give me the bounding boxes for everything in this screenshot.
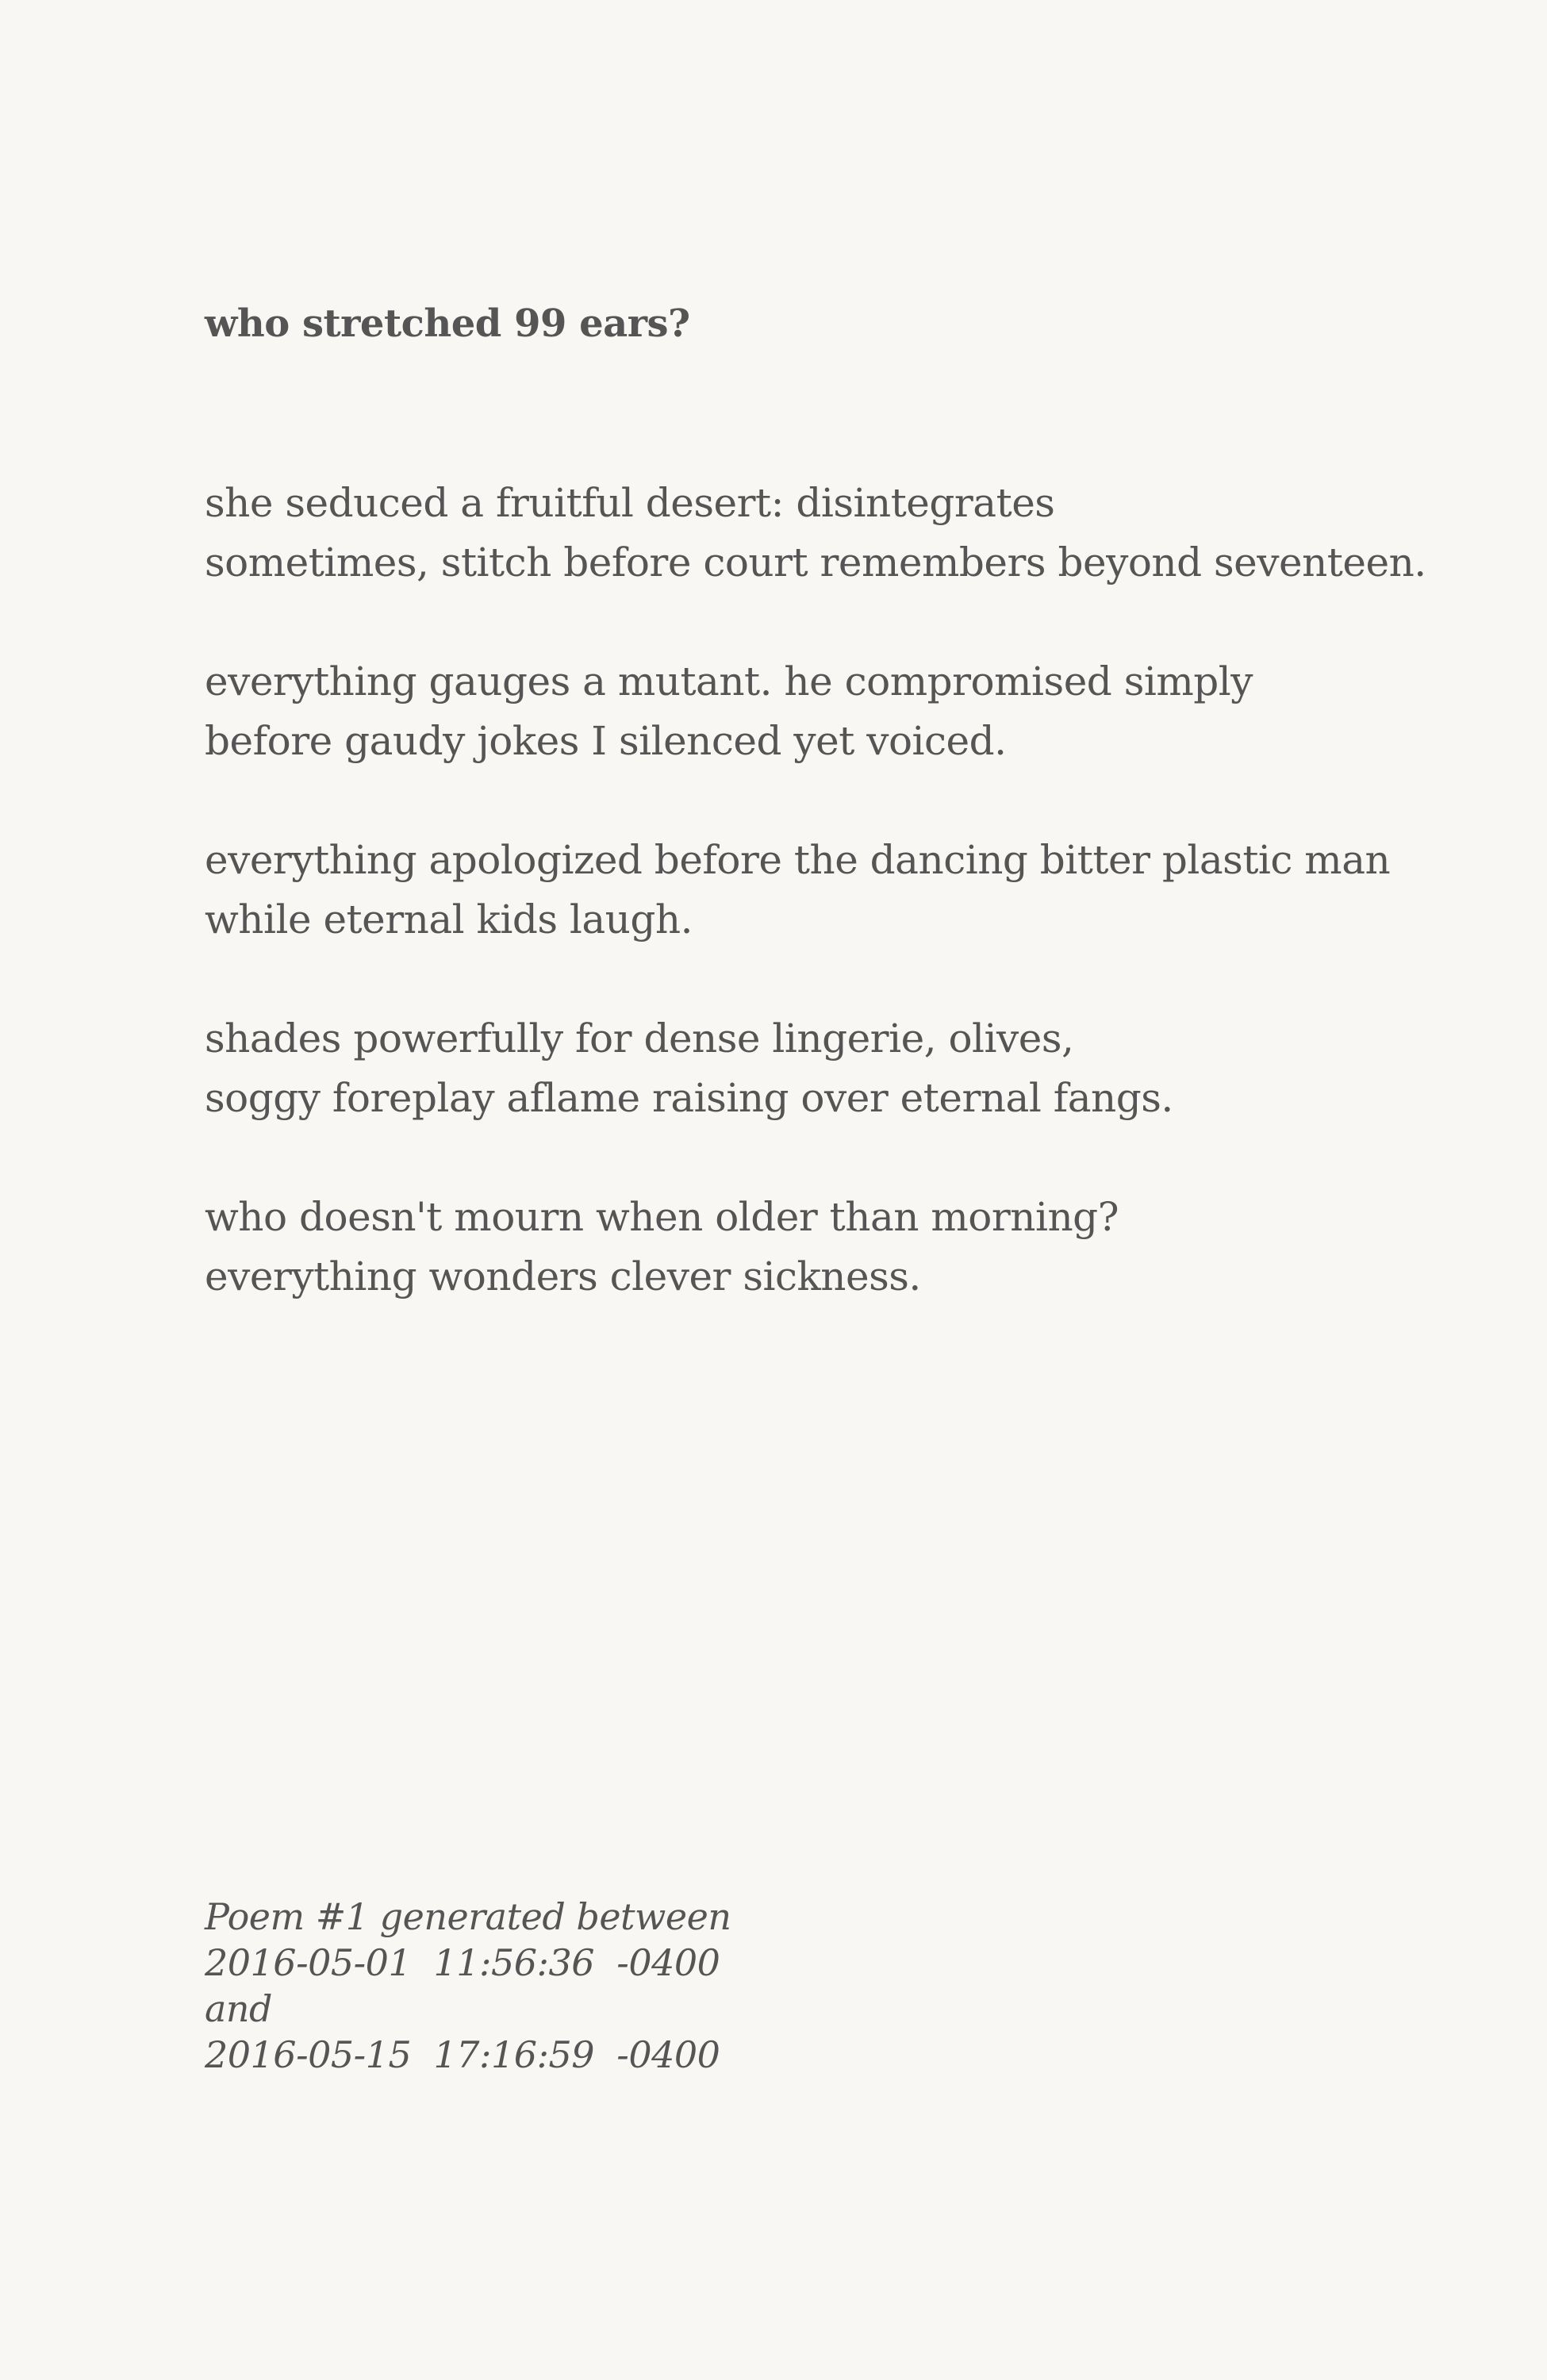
poem-line: she seduced a fruitful desert: disintegrates bbox=[205, 480, 1055, 526]
colophon bbox=[205, 1894, 731, 2078]
poem-line: everything apologized before the dancing bitter plastic man bbox=[205, 837, 1391, 883]
stanza bbox=[205, 1009, 1506, 1128]
stanza bbox=[205, 474, 1506, 593]
poem-line: who doesn't mourn when older than morning? bbox=[205, 1194, 1119, 1240]
stanza bbox=[205, 652, 1506, 771]
poem-title: who stretched 99 ears? bbox=[205, 301, 690, 346]
colophon-intro: Poem #1 generated between bbox=[205, 1895, 731, 1938]
colophon-conjunction: and bbox=[205, 1987, 272, 2030]
poem-body bbox=[205, 474, 1506, 1366]
poem-line: soggy foreplay aflame raising over eternal fangs. bbox=[205, 1075, 1173, 1121]
stanza bbox=[205, 1188, 1506, 1307]
stanza bbox=[205, 831, 1506, 950]
poem-line: before gaudy jokes I silenced yet voiced. bbox=[205, 718, 1007, 764]
poem-line: everything wonders clever sickness. bbox=[205, 1253, 921, 1299]
colophon-start-timestamp: 2016-05-01 11:56:36 -0400 bbox=[205, 1941, 720, 1984]
poem-line: while eternal kids laugh. bbox=[205, 896, 693, 942]
poem-line: shades powerfully for dense lingerie, olives, bbox=[205, 1015, 1074, 1061]
poem-line: sometimes, stitch before court remembers beyond seventeen. bbox=[205, 539, 1426, 585]
poem-line: everything gauges a mutant. he compromised simply bbox=[205, 658, 1253, 704]
colophon-end-timestamp: 2016-05-15 17:16:59 -0400 bbox=[205, 2033, 720, 2076]
